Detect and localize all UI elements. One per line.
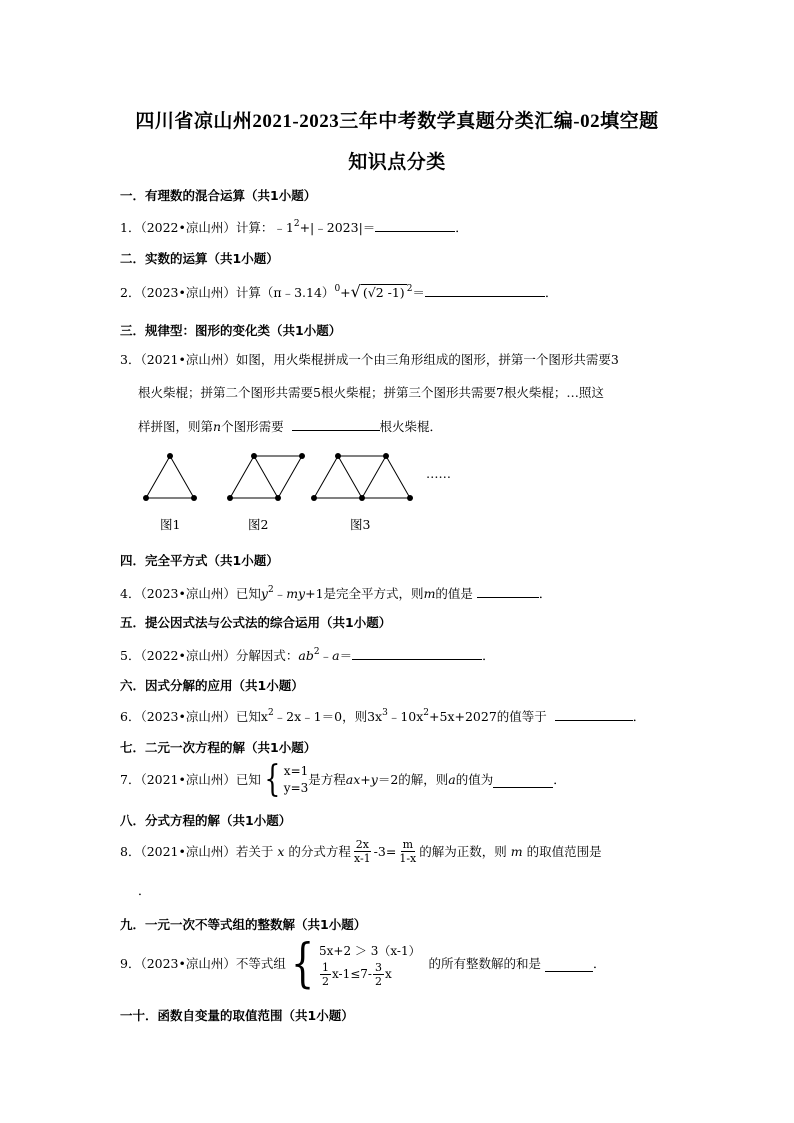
question-4: 4．（2023•凉山州）已知$y^2﹣my+1$是完全平方式，则m的值是 ． — [120, 585, 552, 601]
figure-2-label: 图2 — [248, 517, 269, 532]
figure-2 — [230, 456, 302, 498]
question-3-line1: 3．（2021•凉山州）如图，用火柴棍拼成一个由三角形组成的图形，拼第一个图形共需要3 — [120, 352, 619, 367]
answer-blank-3[interactable] — [292, 416, 380, 431]
question-8: 8．（2021•凉山州）若关于 x 的分式方程 $\frac{2x}{x-1}$ -3= $\frac{m}{1-x}$ 的解为正数，则 m 的取值范围是 — [120, 838, 602, 865]
question-7: 7．（2021•凉山州）已知 { x=1 y=3 是方程 ax + y ＝2的解，则 a 的值为 ． — [120, 759, 566, 800]
figure-1-label: 图1 — [160, 517, 181, 532]
section-heading-4: 四．完全平方式（共1小题） — [120, 553, 279, 568]
answer-blank-4[interactable] — [477, 583, 539, 598]
answer-blank-6[interactable] — [555, 706, 633, 721]
answer-blank-5[interactable] — [352, 645, 482, 660]
inequality-system-9: 5x+2 ＞ 3（x-1） $\frac{1}{2}$ x-1≤7- $\frac{3}{2}$ x — [318, 943, 421, 988]
section-heading-7: 七．二元一次方程的解（共1小题） — [120, 740, 317, 755]
question-5: 5．（2022•凉山州）分解因式：$ab^2﹣a=$ ． — [120, 647, 495, 663]
section-heading-1: 一．有理数的混合运算（共1小题） — [120, 188, 317, 203]
question-3-line2: 根火柴棍；拼第二个图形共需要5根火柴棍；拼第三个图形共需要7根火柴棍；…照这 — [138, 385, 604, 400]
section-heading-6: 六．因式分解的应用（共1小题） — [120, 678, 304, 693]
question-6: 6．（2023•凉山州）已知$x^2﹣2x﹣1=0$，则$3x^3﹣10x^2+5x+2027$的值等于 ． — [120, 708, 646, 724]
left-brace-icon: { — [290, 934, 315, 994]
section-heading-3: 三．规律型：图形的变化类（共1小题） — [120, 323, 342, 338]
equation-system-7: x=1 y=3 — [283, 764, 309, 795]
section-heading-10: 一十．函数自变量的取值范围（共1小题） — [120, 1008, 354, 1023]
answer-blank-2[interactable] — [425, 282, 545, 297]
section-heading-8: 八．分式方程的解（共1小题） — [120, 813, 292, 828]
left-brace-icon: { — [264, 759, 281, 800]
question-2: 2．（2023•凉山州）计算（π﹣3.14）$^0$+√ (√2 -1) $^2$＝ ． — [120, 282, 558, 301]
page-subtitle: 知识点分类 — [348, 152, 446, 173]
matchstick-figure — [140, 448, 460, 508]
section-heading-5: 五．提公因式法与公式法的综合运用（共1小题） — [120, 615, 392, 630]
page-title: 四川省凉山州2021-2023三年中考数学真题分类汇编-02填空题 — [135, 111, 659, 132]
figure-1 — [146, 456, 194, 498]
answer-blank-9[interactable] — [545, 957, 593, 972]
section-heading-9: 九．一元一次不等式组的整数解（共1小题） — [120, 917, 367, 932]
section-heading-2: 二．实数的运算（共1小题） — [120, 251, 279, 266]
answer-blank-7[interactable] — [493, 773, 553, 788]
sqrt-icon: √ — [350, 282, 361, 301]
question-8-end: ． — [138, 883, 151, 898]
figure-3 — [314, 456, 410, 498]
question-9: 9．（2023•凉山州）不等式组 { 5x+2 ＞ 3（x-1） $\frac{1}{2}$ x-1≤7- $\frac{3}{2}$ x 的所有整数解的和是 ． — [120, 934, 606, 994]
question-3-line3: 样拼图，则第n个图形需要 根火柴棍． — [138, 416, 442, 436]
fraction-m-over-1-x: $\frac{m}{1-x}$ — [399, 838, 417, 865]
question-1: 1．（2022•凉山州）计算：$﹣1^2+|﹣2023|=$ ． — [120, 219, 468, 235]
fraction-2x-over-x-1: $\frac{2x}{x-1}$ — [353, 838, 371, 865]
answer-blank-1[interactable] — [375, 217, 455, 232]
figure-ellipsis: …… — [426, 466, 451, 481]
figure-3-label: 图3 — [350, 517, 371, 532]
